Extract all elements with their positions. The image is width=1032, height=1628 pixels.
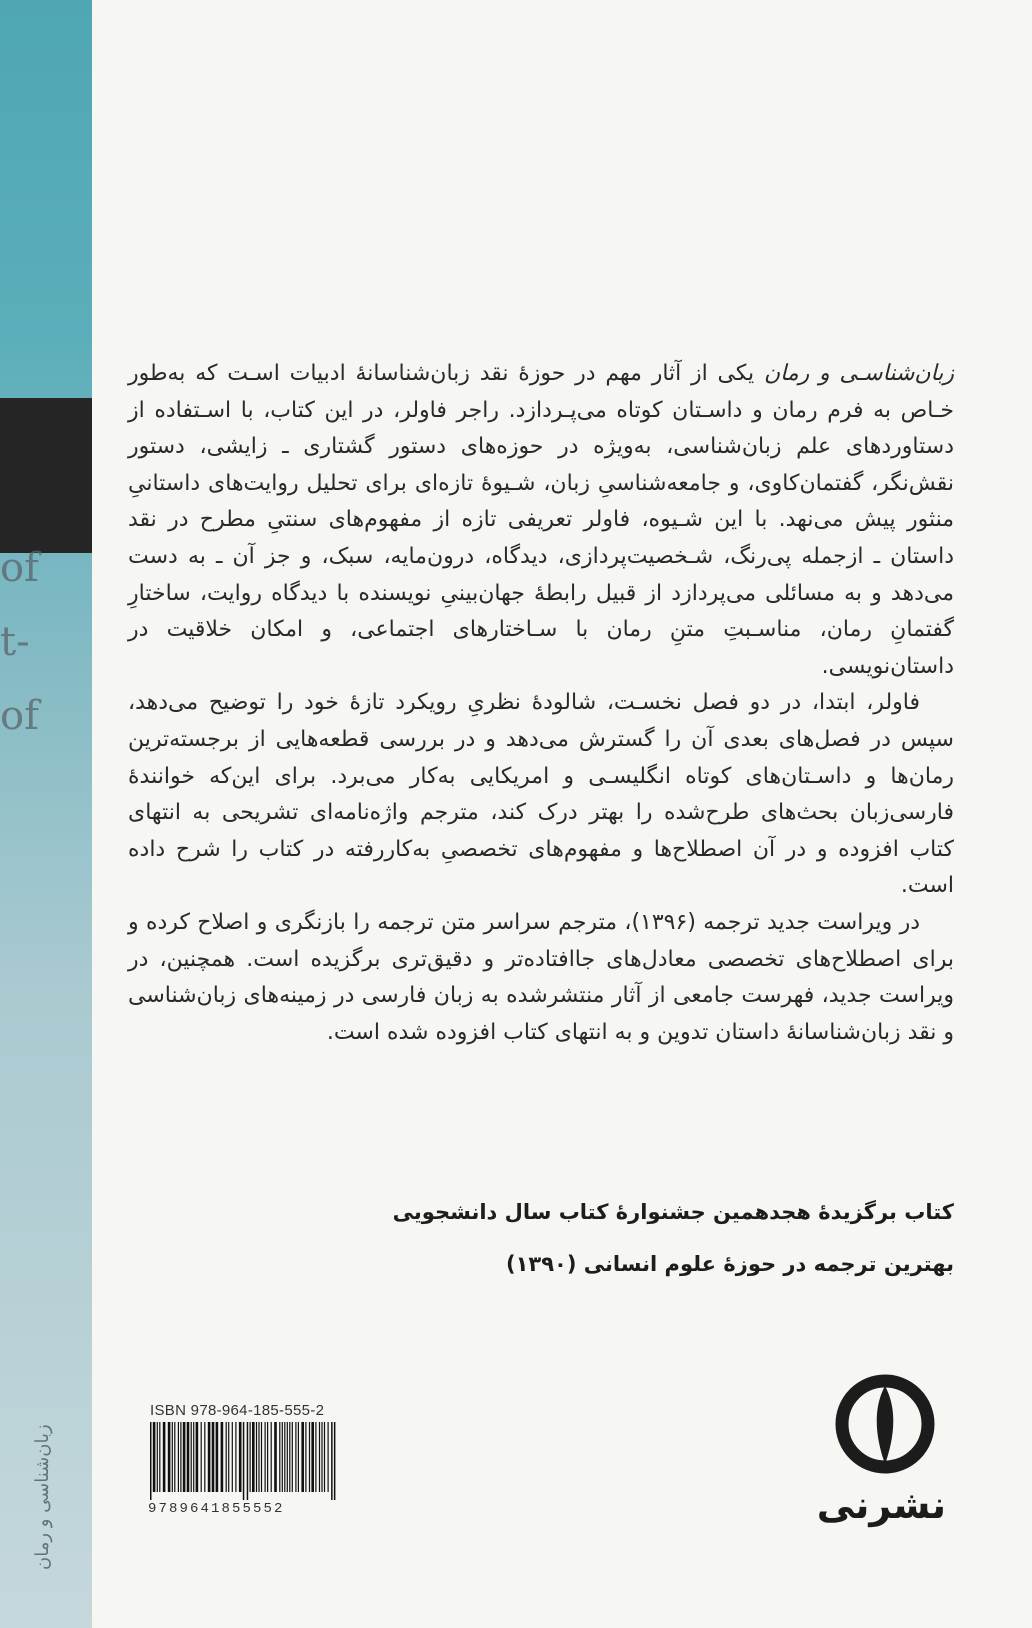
- barcode-bar: [150, 1422, 152, 1500]
- barcode-bar: [271, 1422, 272, 1492]
- barcode-bar: [193, 1422, 194, 1492]
- barcode-bar: [328, 1422, 329, 1492]
- barcode-bar: [191, 1422, 192, 1492]
- barcode-bar: [204, 1422, 205, 1492]
- barcode-bar: [334, 1422, 336, 1500]
- barcode-bar: [324, 1422, 325, 1492]
- spine-vertical-title: زبان‌شناسی و رمان: [32, 1424, 53, 1570]
- barcode-bar: [261, 1422, 262, 1492]
- description-paragraph-3: در ویراست جدید ترجمه (۱۳۹۶)، مترجم سراسر متن ترجمه را بازنگری و اصلاح کرده و برای اصطلاح‌های تخصصی معادل‌های جاافتاده‌تر و دقیق‌تری برگزیده است. همچنین، در ویراست جدید، فهرست جامعی از آثار منتشرشده به زبان فارسی در زمینه‌های زبان‌شناسی و نقد زبان‌شناسانهٔ داستان تدوین و به انتهای کتاب افزوده شده است.: [128, 909, 954, 1045]
- barcode-bar: [258, 1422, 259, 1492]
- barcode-bar: [309, 1422, 310, 1492]
- barcode-bar: [196, 1422, 199, 1492]
- barcode-bar: [153, 1422, 156, 1492]
- barcode-bar: [305, 1422, 306, 1492]
- barcode-bar: [159, 1422, 160, 1492]
- barcode-bar: [157, 1422, 158, 1492]
- spine-text-fragment: of: [0, 693, 39, 739]
- barcode-bar: [279, 1422, 280, 1492]
- barcode-bar: [216, 1422, 219, 1492]
- barcode-block: [148, 1402, 348, 1517]
- book-description: [128, 356, 954, 1051]
- description-paragraph-2: فاولر، ابتدا، در دو فصل نخسـت، شالودهٔ نظریِ رویکرد تازهٔ خود را توضیح می‌دهد، سپس در فصل‌های بعدی آن را گسترش می‌دهد و در بررسی قطعه‌هایی از برجسته‌ترین رمان‌ها و داسـتان‌های کوتاه انگلیسـی و امریکایی به‌کار می‌برد. برای این‌که خوانندهٔ فارسی‌زبان بحث‌های طرح‌شده را بهتر درک کند، مترجم واژه‌نامه‌ای تشریحی به انتهای کتاب افزوده و در آن اصطلاح‌ها و مفهوم‌های تخصصیِ به‌کاررفته در کتاب را شرح داده است.: [128, 690, 954, 899]
- barcode-bar: [226, 1422, 227, 1492]
- award-line-2: بهترین ترجمه در حوزهٔ علوم انسانی (۱۳۹۰): [505, 1252, 954, 1276]
- barcode-bar: [221, 1422, 224, 1492]
- barcode-bar: [250, 1422, 251, 1492]
- barcode-bar: [252, 1422, 255, 1492]
- barcode-bar: [187, 1422, 190, 1492]
- barcode-bar: [232, 1422, 233, 1492]
- description-paragraph-1-text: یکی از آثار مهم در حوزهٔ نقد زبان‌شناسانهٔ ادبیات اسـت که به‌طور خـاص به فرم رمان و داسـتان کوتاه می‌پـردازد. راجر فاولر، در این کتاب، با اسـتفاده از دستاوردهای علم زبان‌شناسی، به‌ویژه در حوزه‌های دستور گشتاری ـ زایشی، دستور نقش‌نگر، گفتمان‌کاوی، و جامعه‌شناسیِ زبان، شـیوهٔ تازه‌ای برای تحلیل روایت‌های داستانیِ منثور پیش می‌نهد. با این شـیوه، فاولر تعریفی تازه از مفهوم‌های سنتیِ مطرح در نقد داستان ـ ازجمله پی‌رنگ، شـخصیت‌پردازی، دیدگاه، درون‌مایه، سبک، و جز آن ـ به دست می‌دهد و به مسائلی می‌پردازد از قبیل رابطهٔ جهان‌بینیِ نویسنده با دیدگاه روایت، ساختارِ گفتمانِ رمان، مناسـبتِ متنِ رمان با سـاختارهای اجتماعی، و امکان خلاقیت در داستان‌نویسی.: [128, 361, 954, 679]
- barcode-bar: [287, 1422, 288, 1492]
- reed-leaf-circle-icon: [833, 1372, 937, 1476]
- barcode-bar: [315, 1422, 316, 1492]
- barcode-bar: [292, 1422, 293, 1492]
- barcode-bar: [311, 1422, 314, 1492]
- description-paragraph-1: [128, 356, 954, 685]
- award-line-1: کتاب برگزیدهٔ هجدهمین جشنوارهٔ کتاب سال دانشجویی: [392, 1200, 954, 1224]
- barcode-bar: [274, 1422, 277, 1492]
- barcode-bar: [289, 1422, 290, 1492]
- barcode-bar: [239, 1422, 242, 1492]
- barcode-bar: [163, 1422, 166, 1492]
- barcode-bar: [180, 1422, 181, 1492]
- barcode-bar: [183, 1422, 186, 1492]
- barcode-digits: 9789641855552: [148, 1501, 285, 1517]
- awards-block: [392, 1186, 954, 1290]
- barcode-bar: [235, 1422, 236, 1492]
- barcode-bar: [174, 1422, 175, 1492]
- barcode-bar: [208, 1422, 211, 1492]
- barcode-bar: [168, 1422, 171, 1492]
- barcode-bar: [201, 1422, 202, 1492]
- barcode-bar: [265, 1422, 266, 1492]
- publisher-name: نشرنی: [816, 1483, 946, 1527]
- barcode-bar: [284, 1422, 285, 1492]
- barcode-bar: [319, 1422, 320, 1492]
- spine-dark-band: [0, 398, 92, 553]
- barcode-bar: [267, 1422, 268, 1492]
- barcode-bar: [331, 1422, 333, 1500]
- barcode-bar: [212, 1422, 215, 1492]
- barcode-bar: [243, 1422, 245, 1500]
- barcode-bar: [295, 1422, 296, 1492]
- book-spine-edge: [0, 0, 92, 1628]
- book-title-italic: زبان‌شناسـی و رمان: [763, 361, 954, 386]
- spine-text-fragment: t-: [0, 619, 30, 665]
- barcode-bar: [321, 1422, 322, 1492]
- barcode-bar: [282, 1422, 283, 1492]
- barcode-bar: [298, 1422, 299, 1492]
- barcode-bar: [228, 1422, 229, 1492]
- publisher-logo: [816, 1372, 946, 1536]
- isbn-text: ISBN 978-964-185-555-2: [150, 1402, 325, 1419]
- spine-text-fragment: of: [0, 545, 39, 591]
- barcode-bar: [172, 1422, 173, 1492]
- barcode-bar: [301, 1422, 304, 1492]
- barcode-bar: [178, 1422, 179, 1492]
- barcode-icon: [148, 1422, 338, 1500]
- barcode-bar: [247, 1422, 249, 1500]
- barcode-bar: [256, 1422, 257, 1492]
